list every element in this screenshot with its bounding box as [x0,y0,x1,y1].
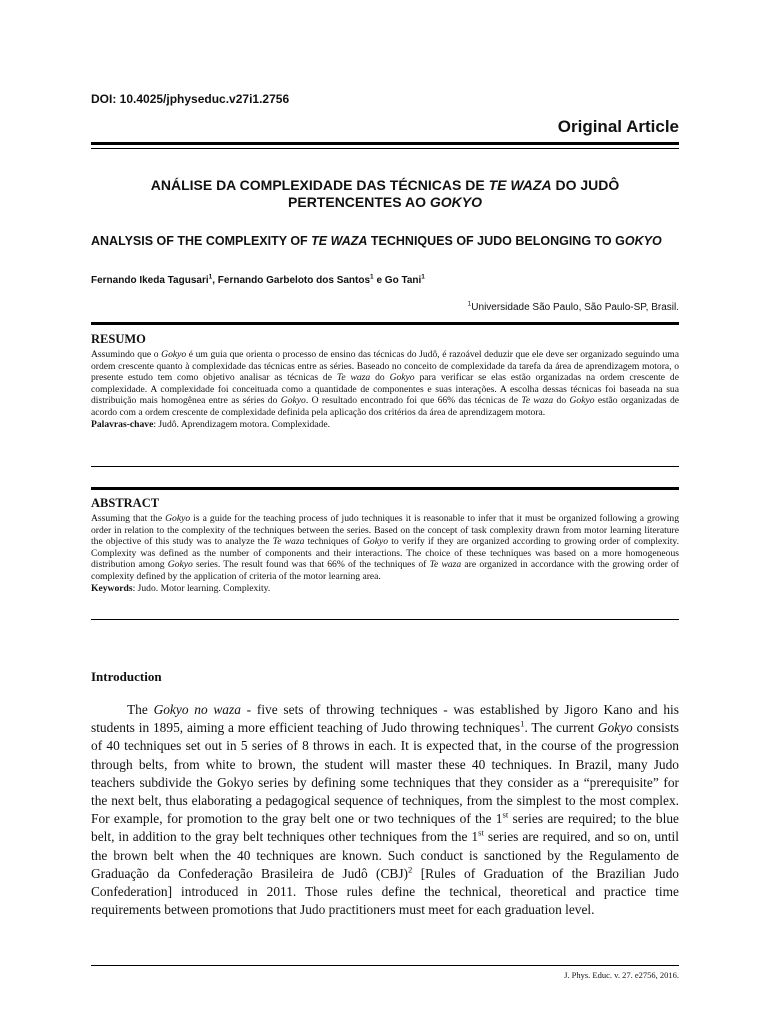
title-pt-part2: DO JUDÔ [551,177,620,193]
abstract-i4: Gokyo [167,559,193,571]
resumo-i3: Gokyo [389,372,415,384]
intro-i2: Gokyo [597,720,633,736]
abstract-t2: is a guide for the teaching process of judo techniques it is reasonable to infer that it must be organized following a growing order in relation to the complexity of the techniques between the series. Based on the concept of task complexity drawn from motor learning literature the objective of this study was to analyze the [91,513,679,548]
intro-t6: series are required, and so on, until the brown belt when the 40 techniques are known. Such conduct is sanctioned by the Regulamento de Graduação da Confederação Brasileira de Judô (CBJ) [91,829,679,881]
intro-i1: Gokyo no waza [153,702,241,717]
resumo-i2: Te waza [336,372,371,384]
author-list [91,275,425,286]
resumo-t6: do [553,395,570,407]
title-en-italic2: OKYO [624,234,662,248]
resumo-kw-label: Palavras-chave [91,418,154,430]
intro-s3: st [478,827,484,838]
abstract-i2: Te waza [272,536,305,548]
resumo-kw-text: : Judô. Aprendizagem motora. Complexidade. [153,418,331,430]
doi-line: DOI: 10.4025/jphyseduc.v27i1.2756 [91,92,290,106]
intro-t1: The [127,702,154,717]
abstract-kw-label: Keywords [91,582,133,594]
intro-t5: series are required; to the blue belt, in addition to the gray belt techniques other techniques from the 1 [91,811,679,845]
abstract-t3: techniques of [304,536,363,548]
intro-s4: 2 [408,864,413,875]
abstract-i3: Gokyo [363,536,389,548]
title-pt-part1: ANÁLISE DA COMPLEXIDADE DAS TÉCNICAS DE [150,177,489,193]
header-rule-thick [91,142,679,145]
intro-t4: consists of 40 techniques set out in 5 series of 8 throws in each. It is expected that, in the course of the progression through belts, from white to brown, the student will master these 40 techniques. In Brazil, many Judo teachers subdivide the Gokyo series by defining some techniques that they consider as a “prerequisite” for the next belt, thus elaborating a pedagogical sequence of techniques, from the simplest to the most complex. For example, for promotion to the gray belt one or two techniques of the 1 [91,720,679,827]
abstract-kw-text: : Judo. Motor learning. Complexity. [132,582,271,594]
abstract-t1: Assuming that the [91,513,166,524]
resumo-section [91,332,679,430]
resumo-t5: . O resultado encontrado foi que 66% das técnicas de [305,395,522,407]
author-1: Fernando Ikeda Tagusari [91,275,209,286]
title-portuguese [91,177,679,211]
title-en-part2: TECHNIQUES OF JUDO BELONGING TO G [367,234,625,248]
title-en-italic1: TE WAZA [311,234,368,248]
footer-citation: J. Phys. Educ. v. 27. e2756, 2016. [564,970,679,980]
intro-t7: [Rules of Graduation of the Brazilian Judo Confederation] introduced in 2011. Those rules define the technical, theoretical and practice time requirements between promotions that Judo practitioners must meet for each graduation level. [91,865,679,918]
resumo-bottom-rule [91,466,679,467]
abstract-section [91,496,679,594]
resumo-t2: é um guia que orienta o processo de ensino das técnicas do Judô, é razoável deduzir que ele deve ser organizado seguindo uma ordem crescente quanto à complexidade das técnicas entre as séries. Baseado no conceito de complexidade da tarefa da área de aprendizagem motora, o presente estudo tem como objetivo analisar as técnicas de [91,349,679,384]
abstract-t5: series. The result found was that 66% of the techniques of [192,559,430,571]
title-pt-line2: PERTENCENTES AO [288,194,430,210]
author-2-affil: 1 [370,273,374,281]
resumo-i5: Te waza [521,395,554,407]
author-sep-2: e Go Tani [373,275,422,286]
resumo-heading: RESUMO [91,332,146,346]
resumo-i1: Gokyo [161,349,187,360]
article-type: Original Article [557,117,679,136]
abstract-text [91,513,679,583]
abstract-rule [91,487,679,490]
abstract-i1: Gokyo [165,513,191,524]
affiliation [468,302,679,313]
author-1-affil: 1 [208,273,213,281]
resumo-t1: Assumindo que o [91,349,162,360]
resumo-keywords [91,419,679,431]
abstract-heading: ABSTRACT [91,496,160,510]
affiliation-text: Universidade São Paulo, São Paulo-SP, Brasil. [471,302,679,313]
resumo-t3: do [370,372,390,384]
abstract-t4: to verify if they are organized according to growing order of complexity. Complexity was defined as the number of components and their interactions. The choice of these techniques was based on a more homogeneous distribution among [91,536,679,571]
introduction-paragraph [91,701,679,919]
header-rule-thin [91,148,679,149]
resumo-t4: para verificar se elas estão organizadas na ordem crescente de complexidade. A complexidade foi conceituada como a quantidade de componentes e suas interações. A escolha dessas técnicas foi baseada na sua distribuição mais homogênea entre as séries do [91,372,679,407]
abstract-t6: are organized in accordance with the growing order of complexity defined by the application of criteria of the motor learning area. [91,559,679,582]
resumo-i6: Gokyo [569,395,595,407]
author-3-affil: 1 [421,273,425,281]
abstract-keywords [91,583,679,595]
introduction-heading: Introduction [91,669,162,684]
intro-s1: 1 [520,718,525,729]
author-sep-1: , Fernando Garbeloto dos Santos [212,275,371,286]
title-pt-italic2: GOKYO [429,194,482,210]
title-en-part1: ANALYSIS OF THE COMPLEXITY OF [91,234,312,248]
resumo-text [91,349,679,419]
resumo-t7: estão organizadas de acordo com a ordem crescente de complexidade definida pela aplicação dos critérios da área de aprendizagem motora. [91,395,680,418]
affiliation-number: 1 [467,300,472,308]
intro-s2: st [502,809,509,820]
resumo-i4: Gokyo [280,395,306,407]
footer-rule [91,965,679,966]
abstract-bottom-rule [91,619,679,620]
resumo-rule [91,322,679,325]
title-pt-italic1: TE WAZA [488,177,552,193]
intro-t3: . The current [524,720,598,736]
intro-t2: - five sets of throwing techniques - was established by Jigoro Kano and his students in 1895, aiming a more efficient teaching of Judo throwing techniques [91,702,679,736]
title-english [91,233,679,249]
abstract-i5: Te waza [429,559,462,571]
